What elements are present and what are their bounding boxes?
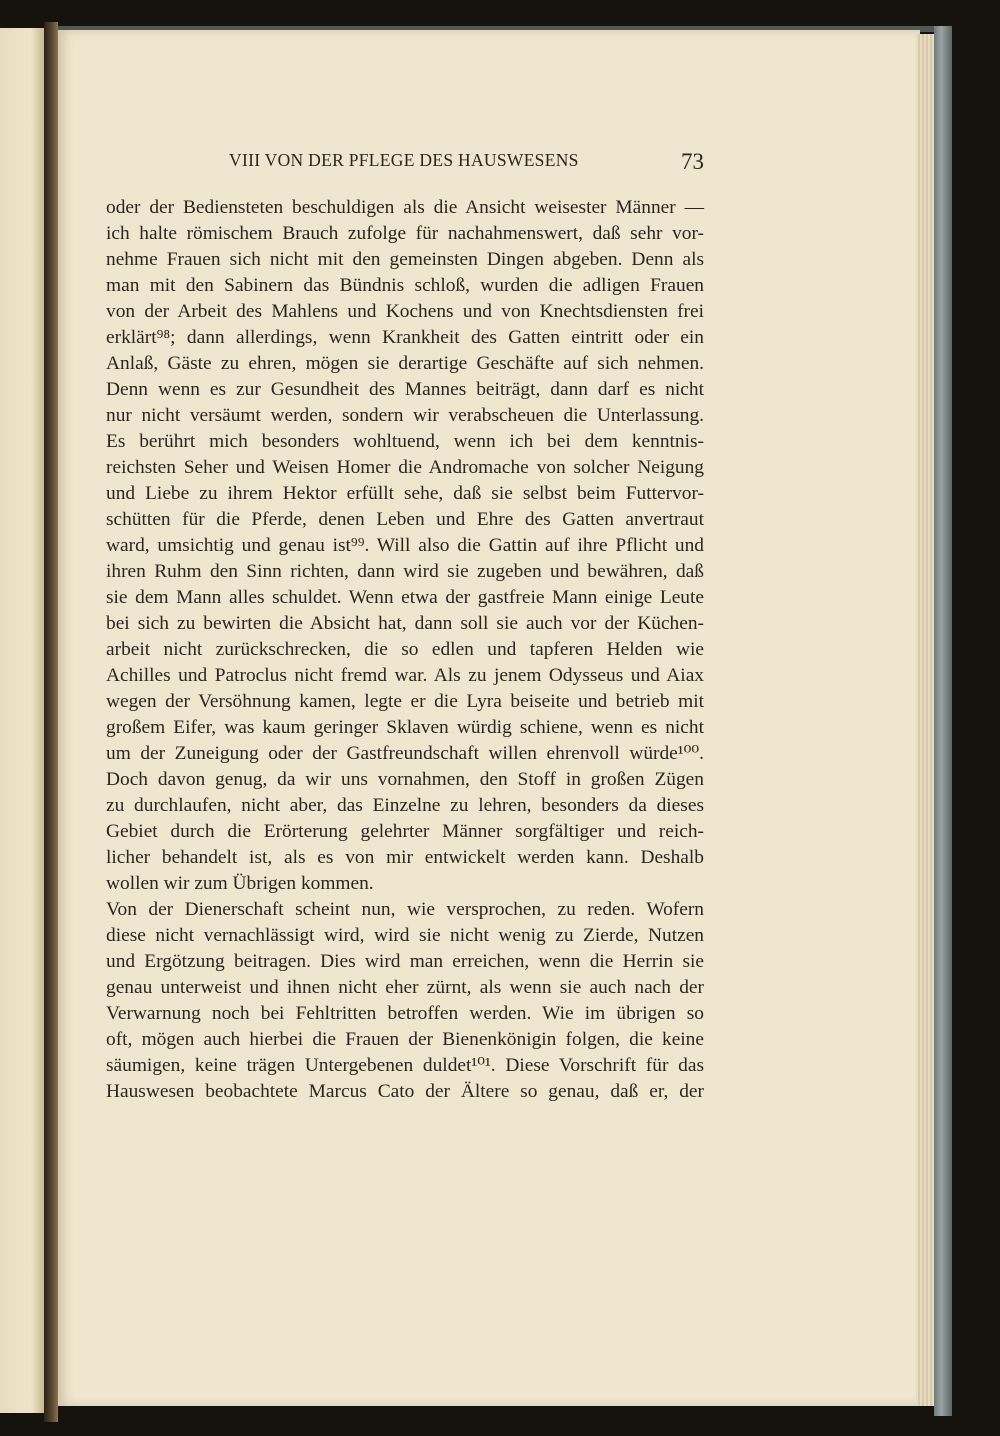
text-line: Doch davon genug, da wir uns vornahmen, den Stoff in großen Zügen — [106, 769, 704, 790]
text-line: nehme Frauen sich nicht mit den gemeinsten Dingen abgeben. Denn als — [106, 249, 704, 270]
text-line: genau unterweist und ihnen nicht eher zürnt, als wenn sie auch nach der — [106, 977, 704, 998]
running-head — [0, 150, 1000, 180]
text-line: sie dem Mann alles schuldet. Wenn etwa der gastfreie Mann einige Leute — [106, 587, 704, 608]
text-line: Denn wenn es zur Gesundheit des Mannes beiträgt, dann darf es nicht — [106, 379, 704, 400]
text-line: ward, umsichtig und genau ist⁹⁹. Will also die Gattin auf ihre Pflicht und — [106, 535, 704, 556]
text-line: wegen der Versöhnung kamen, legte er die Lyra beiseite und betrieb mit — [106, 691, 704, 712]
text-line: Gebiet durch die Erörterung gelehrter Männer sorgfältiger und reich- — [106, 821, 704, 842]
text-line: von der Arbeit des Mahlens und Kochens und von Knechtsdiensten frei — [106, 301, 704, 322]
book-gutter — [44, 22, 58, 1422]
chapter-title: VIII VON DER PFLEGE DES HAUSWESENS — [229, 150, 579, 170]
text-line: bei sich zu bewirten die Absicht hat, dann soll sie auch vor der Küchen- — [106, 613, 704, 634]
text-line: oft, mögen auch hierbei die Frauen der Bienenkönigin folgen, die keine — [106, 1029, 704, 1050]
text-line: Verwarnung noch bei Fehltritten betroffen werden. Wie im übrigen so — [106, 1003, 704, 1024]
text-line: erklärt⁹⁸; dann allerdings, wenn Krankheit des Gatten eintritt oder ein — [106, 327, 704, 348]
text-line: schütten für die Pferde, denen Leben und Ehre des Gatten anvertraut — [106, 509, 704, 530]
text-line: Hauswesen beobachtete Marcus Cato der Ältere so genau, daß er, der — [106, 1081, 704, 1102]
text-line: säumigen, keine trägen Untergebenen duldet¹⁰¹. Diese Vorschrift für das — [106, 1055, 704, 1076]
text-line: arbeit nicht zurückschrecken, die so edlen und tapferen Helden wie — [106, 639, 704, 660]
page-stack-edges — [916, 34, 936, 1406]
text-line: um der Zuneigung oder der Gastfreundschaft willen ehrenvoll würde¹⁰⁰. — [106, 743, 704, 764]
text-line: ihren Ruhm den Sinn richten, dann wird sie zugeben und bewähren, daß — [106, 561, 704, 582]
book-cover-edge — [934, 26, 952, 1416]
text-line: großem Eifer, was kaum geringer Sklaven würdig schiene, wenn es nicht — [106, 717, 704, 738]
page-number: 73 — [681, 149, 704, 174]
text-line: oder der Bediensteten beschuldigen als die Ansicht weisester Männer — — [106, 197, 704, 218]
body-text — [106, 195, 704, 1105]
text-line: licher behandelt ist, als es von mir entwickelt werden kann. Deshalb — [106, 847, 704, 868]
text-line: Achilles und Patroclus nicht fremd war. Als zu jenem Odysseus und Aiax — [106, 665, 704, 686]
text-line: und Liebe zu ihrem Hektor erfüllt sehe, daß sie selbst beim Futtervor- — [106, 483, 704, 504]
text-line: Es berührt mich besonders wohltuend, wenn ich bei dem kenntnis- — [106, 431, 704, 452]
text-line: Anlaß, Gäste zu ehren, mögen sie derartige Geschäfte auf sich nehmen. — [106, 353, 704, 374]
paragraph-end-line: wollen wir zum Übrigen kommen. — [106, 873, 374, 894]
text-line: Von der Dienerschaft scheint nun, wie versprochen, zu reden. Wofern — [106, 899, 704, 920]
text-line: und Ergötzung beitragen. Dies wird man erreichen, wenn die Herrin sie — [106, 951, 704, 972]
text-line: ich halte römischem Brauch zufolge für nachahmenswert, daß sehr vor- — [106, 223, 704, 244]
text-line: zu durchlaufen, nicht aber, das Einzelne zu lehren, besonders da dieses — [106, 795, 704, 816]
facing-page-edge — [0, 28, 44, 1413]
text-line: man mit den Sabinern das Bündnis schloß, wurden die adligen Frauen — [106, 275, 704, 296]
text-line: nur nicht versäumt werden, sondern wir verabscheuen die Unterlassung. — [106, 405, 704, 426]
text-line: diese nicht vernachlässigt wird, wird sie nicht wenig zu Zierde, Nutzen — [106, 925, 704, 946]
text-line: reichsten Seher und Weisen Homer die Andromache von solcher Neigung — [106, 457, 704, 478]
